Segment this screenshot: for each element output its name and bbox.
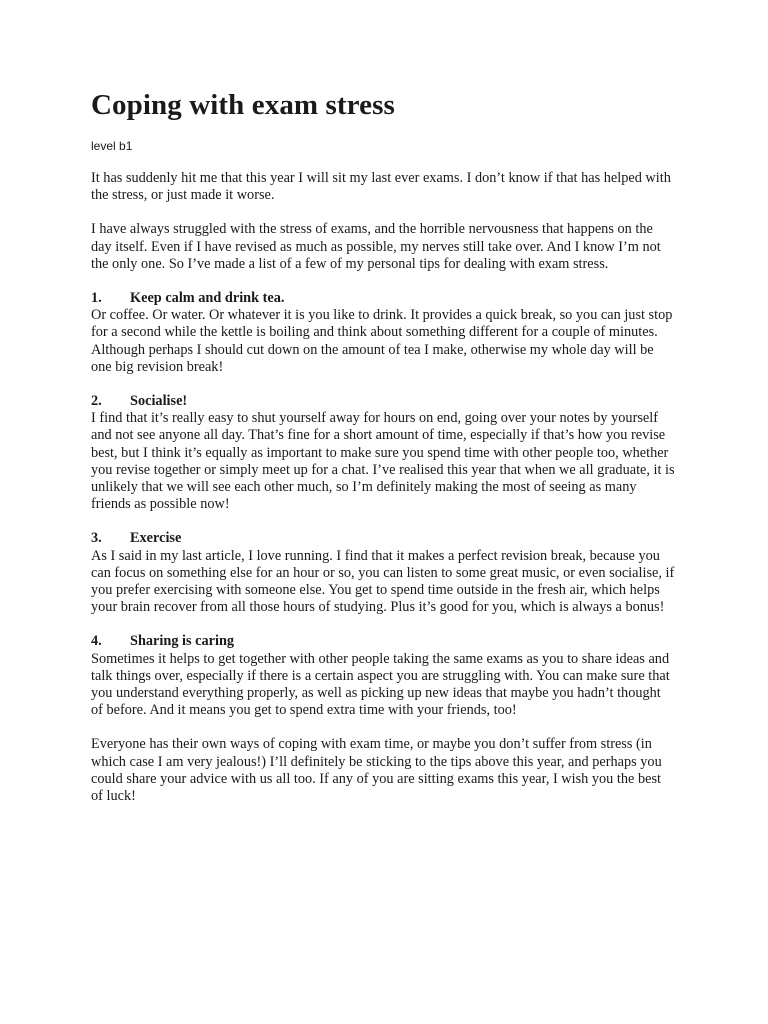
conclusion-paragraph: Everyone has their own ways of coping with exam time, or maybe you don’t suffer from stress (in which case I am very jealous!) I’ll definitely be sticking to the tips above this year, and perhaps you could share your advice with us all too. If any of you are sitting exams this year, I wish you the best of luck! (91, 736, 662, 805)
tip-section (91, 393, 675, 513)
tip-text: As I said in my last article, I love running. I find that it makes a perfect revision break, because you can focus on something else for an hour or so, you can listen to some great music, or even socialise, if you prefer exercising with someone else. You get to spend time outside in the fresh air, which helps your brain recover from all those hours of studying. Plus it’s good for you, which is always a bonus! (91, 547, 675, 616)
tip-number: 2. (91, 393, 102, 410)
tip-section (91, 633, 675, 719)
tip-section (91, 290, 675, 376)
tip-text: Sometimes it helps to get together with other people taking the same exams as you to share ideas and talk things over, especially if there is a certain aspect you are struggling with. You can make sure that you understand everything properly, as well as picking up new ideas that maybe you hadn’t thought of before. And it means you get to spend extra time with your friends, too! (91, 650, 670, 719)
tip-title: Socialise! (130, 393, 188, 410)
tip-title: Sharing is caring (130, 633, 235, 650)
tip-title: Exercise (130, 530, 182, 547)
tip-section (91, 530, 675, 616)
tip-heading (91, 393, 675, 410)
tip-number: 3. (91, 530, 102, 547)
tip-text: I find that it’s really easy to shut yourself away for hours on end, going over your notes by yourself and not see anyone all day. That’s fine for a short amount of time, especially if that’s how you revise best, but I think it’s equally as important to make sure you spend time with other people too, whether you revise together or simply meet up for a chat. I’ve realised this year that when we all graduate, it is unlikely that we will see each other much, so I’m definitely making the most of seeing as many friends as possible now! (91, 410, 675, 513)
tip-title: Keep calm and drink tea. (130, 290, 285, 307)
intro-paragraph: I have always struggled with the stress of exams, and the horrible nervousness that happens on the day itself. Even if I have revised as much as possible, my nerves still take over. And I know I’m not the only one. So I’ve made a list of a few of my personal tips for dealing with exam stress. (91, 221, 661, 272)
tip-number: 4. (91, 633, 102, 650)
tip-text: Or coffee. Or water. Or whatever it is you like to drink. It provides a quick break, so you can just stop for a second while the kettle is boiling and think about something different for a couple of minutes. Although perhaps I should cut down on the amount of tea I make, otherwise my whole day will be one big revision break! (91, 307, 673, 375)
document-title: Coping with exam stress (91, 89, 395, 121)
tip-heading (91, 530, 675, 547)
tip-number: 1. (91, 290, 102, 307)
tip-heading (91, 290, 675, 307)
level-label: level b1 (91, 139, 133, 153)
document-page (91, 86, 675, 805)
tip-heading (91, 633, 675, 650)
intro-paragraph: It has suddenly hit me that this year I will sit my last ever exams. I don’t know if that has helped with the stress, or just made it worse. (91, 170, 671, 204)
